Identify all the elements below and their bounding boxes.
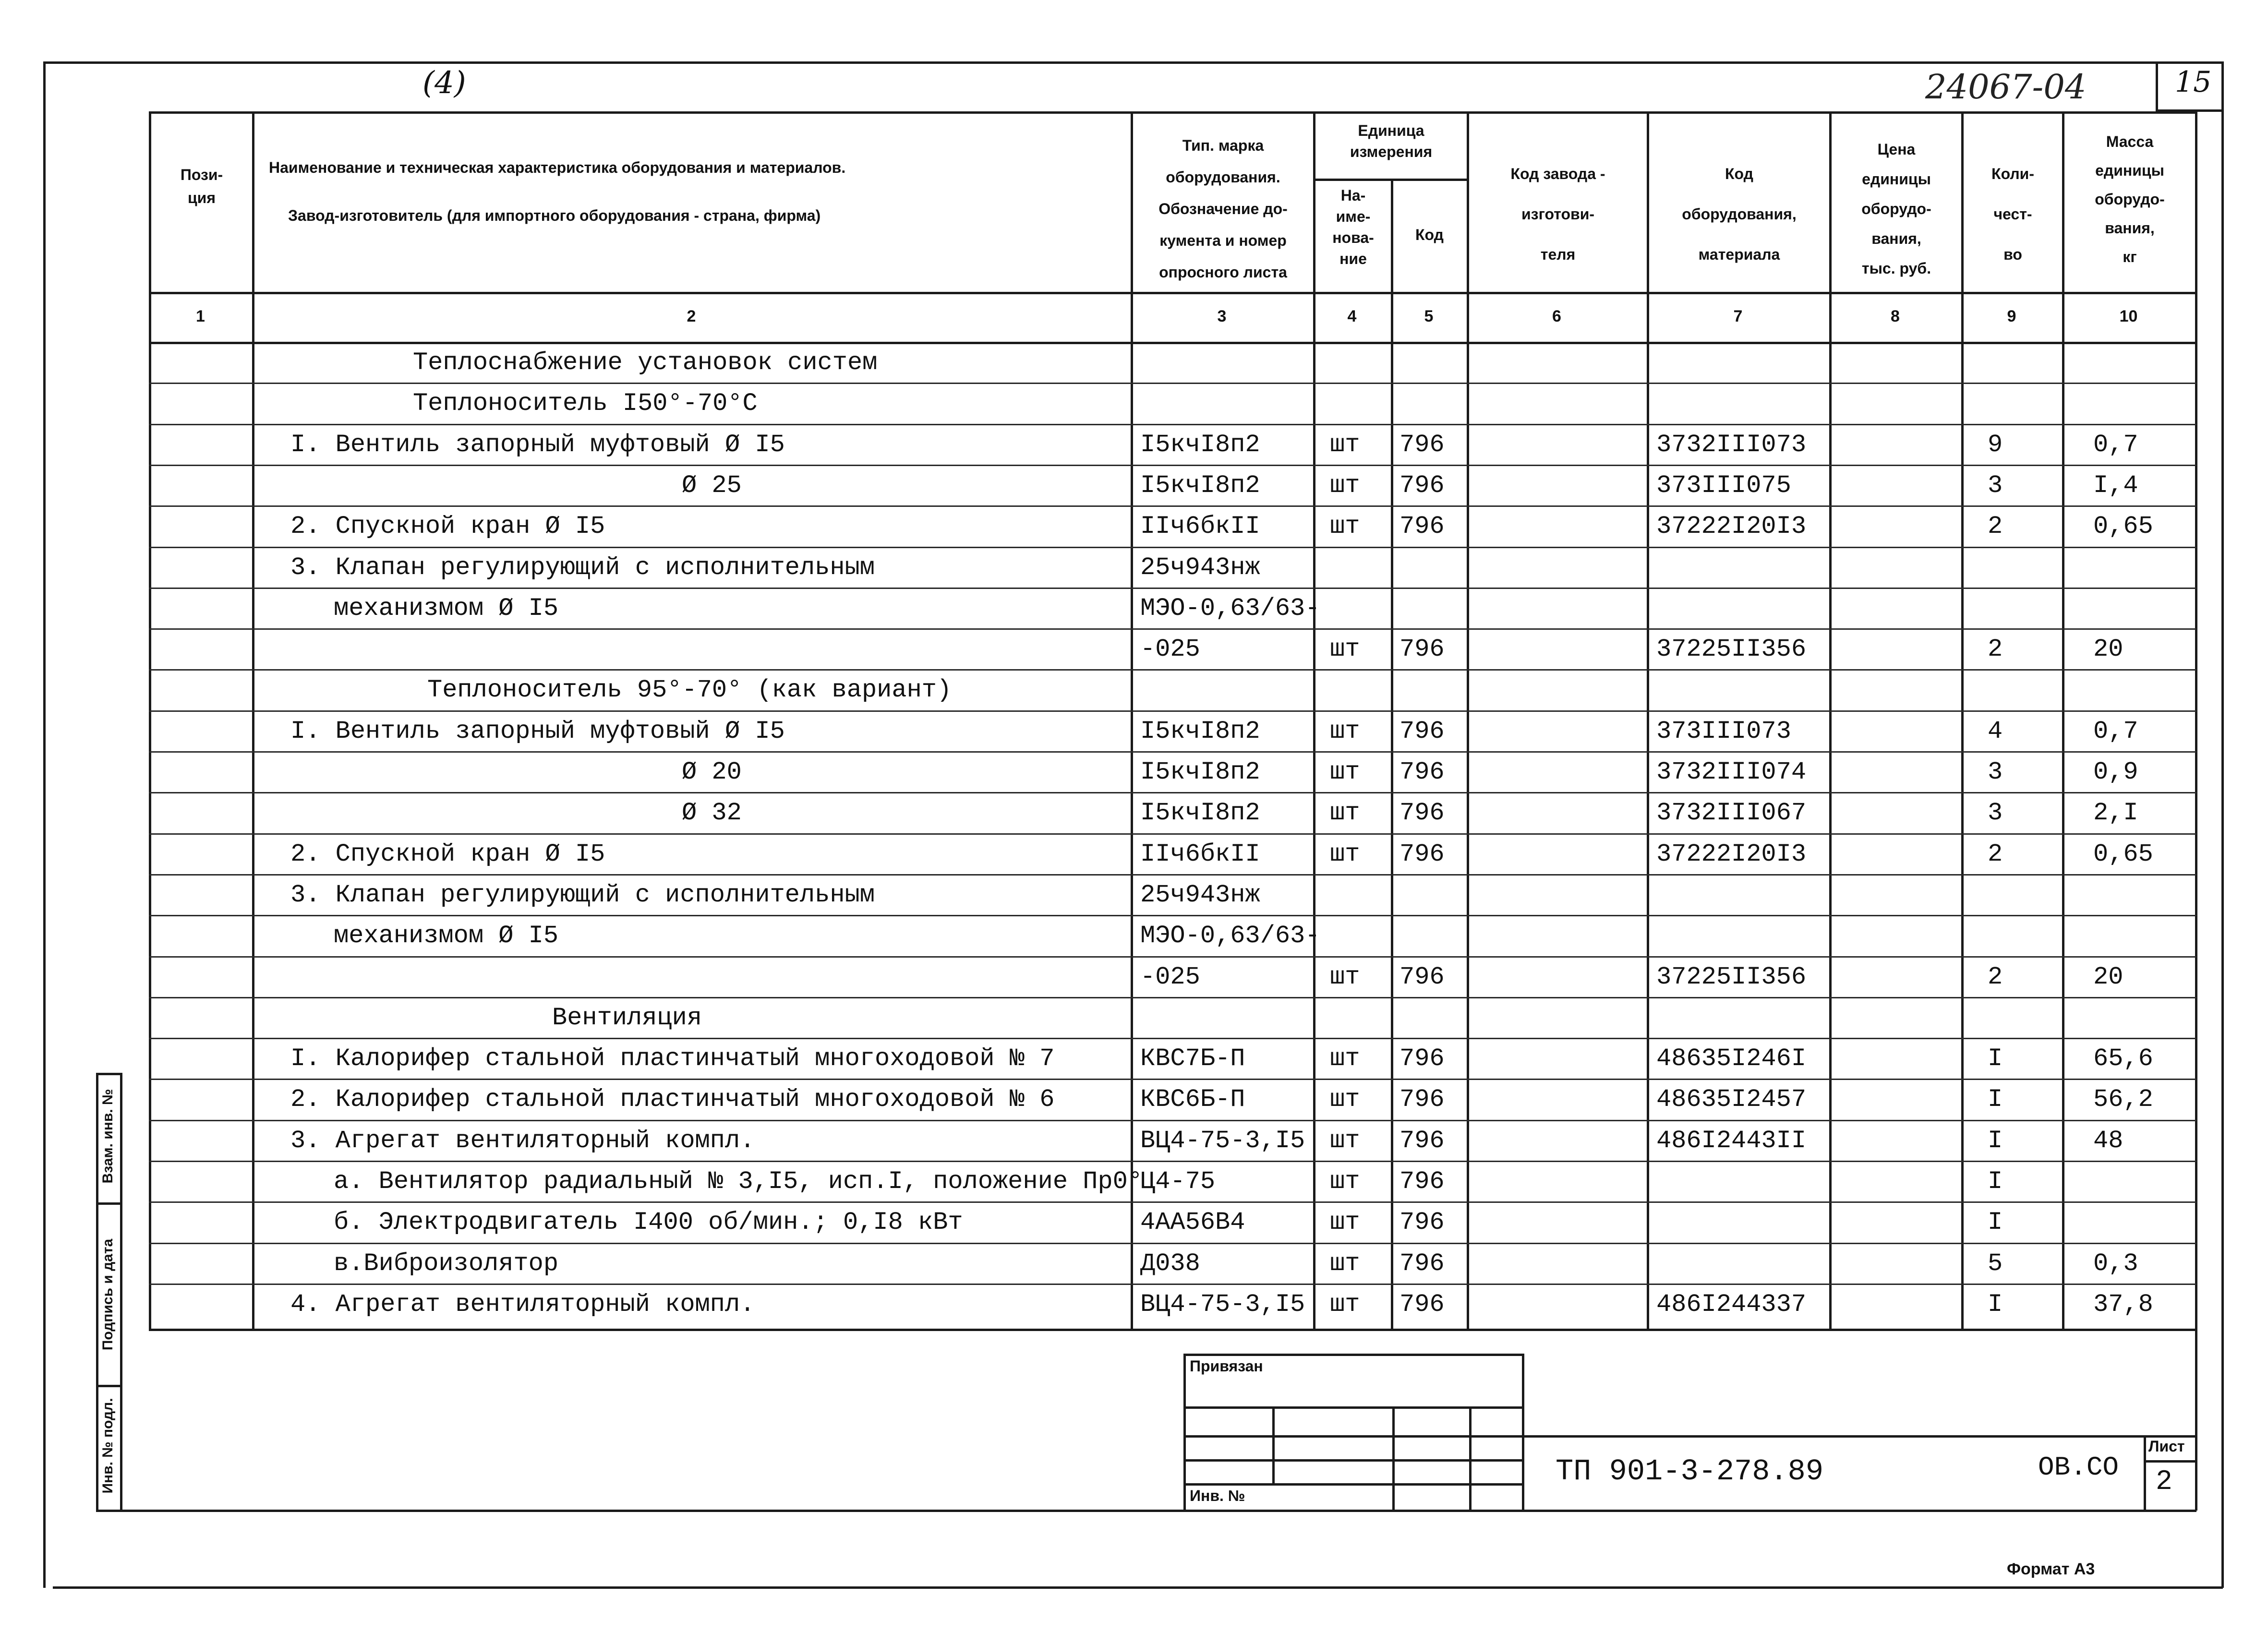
row-22-unit: шт — [1330, 1249, 1360, 1278]
row-23-unit: шт — [1330, 1290, 1360, 1319]
header-equipment-code: Код оборудования, материала — [1682, 165, 1797, 263]
col-line-8 — [1961, 111, 1964, 1331]
col-line-2 — [1131, 111, 1133, 1331]
row-21-name: б. Электродвигатель I400 об/мин.; 0,I8 кВт — [334, 1208, 963, 1237]
row-23-eqcode: 486I244337 — [1656, 1290, 1807, 1319]
privyazan-row1 — [1183, 1406, 1524, 1409]
row-5-type: 25ч943нж — [1140, 553, 1260, 582]
sheet-box-divider — [2156, 61, 2158, 109]
privyazan-top — [1183, 1354, 1524, 1356]
row-7-eqcode: 37225II356 — [1656, 635, 1807, 664]
privyazan-col3 — [1469, 1406, 1472, 1510]
unit-group-divider — [1313, 179, 1469, 181]
col-line-3 — [1313, 111, 1315, 1331]
frame-right — [2221, 61, 2224, 1588]
row-21-type: 4АА56В4 — [1140, 1208, 1245, 1237]
row-10-mass: 0,9 — [2093, 758, 2138, 786]
privyazan-col2 — [1392, 1406, 1395, 1510]
row-8-name: Теплоноситель 95°-70° (как вариант) — [427, 676, 952, 705]
row-3-type: I5кчI8п2 — [1140, 471, 1260, 500]
side-stamp-podpis: Подпись и дата — [100, 1238, 116, 1351]
title-top — [1522, 1435, 2196, 1438]
row-22-qty: 5 — [1988, 1249, 2003, 1278]
row-divider — [149, 628, 2196, 630]
rows-end-line — [149, 1329, 2196, 1331]
row-9-code: 796 — [1399, 717, 1445, 745]
row-11-eqcode: 3732III067 — [1656, 799, 1807, 828]
row-9-type: I5кчI8п2 — [1140, 717, 1260, 745]
colnum-6: 6 — [1552, 307, 1561, 325]
list-label: Лист — [2148, 1438, 2185, 1455]
side-stamp-right — [120, 1073, 122, 1510]
privyazan-row2 — [1183, 1435, 1524, 1438]
col-line-7 — [1829, 111, 1832, 1331]
row-17-eqcode: 48635I246I — [1656, 1044, 1807, 1073]
row-2-name: I. Вентиль запорный муфтовый Ø I5 — [290, 430, 785, 459]
row-16-name: Вентиляция — [552, 1003, 702, 1032]
row-divider — [149, 956, 2196, 958]
header-mass: Масса единицы оборудо- вания, кг — [2095, 133, 2165, 265]
list-number: 2 — [2156, 1466, 2172, 1498]
row-12-name: 2. Спускной кран Ø I5 — [290, 840, 605, 868]
row-6-type: МЭО-0,63/63- — [1140, 594, 1320, 623]
row-divider — [149, 383, 2196, 384]
row-divider — [149, 588, 2196, 589]
row-20-name: а. Вентилятор радиальный № 3,I5, исп.I, положение Пр0° — [334, 1167, 1143, 1196]
row-17-type: КВС7Б-П — [1140, 1044, 1245, 1073]
row-22-name: в.Виброизолятор — [334, 1249, 559, 1278]
section-code: ОВ.СО — [2038, 1452, 2119, 1483]
col-line-1 — [252, 111, 254, 1331]
row-divider — [149, 1201, 2196, 1203]
row-divider — [149, 710, 2196, 712]
row-divider — [149, 792, 2196, 793]
row-19-unit: шт — [1330, 1126, 1360, 1155]
side-stamp-inv-podl: Инв. № подл. — [100, 1398, 116, 1494]
row-12-mass: 0,65 — [2093, 840, 2153, 868]
header-type: Тип. марка оборудования. Обозначение до- кумента и номер опросного листа — [1158, 137, 1288, 281]
row-divider — [149, 424, 2196, 425]
row-3-eqcode: 373III075 — [1656, 471, 1791, 500]
table-bottom — [149, 1510, 2196, 1512]
header-unit-code: Код — [1415, 226, 1444, 243]
col-line-9 — [2062, 111, 2064, 1331]
privyazan-left — [1183, 1354, 1186, 1512]
row-13-name: 3. Клапан регулирующий с исполнительным — [290, 880, 875, 909]
row-2-type: I5кчI8п2 — [1140, 430, 1260, 459]
doc-code: ТП 901-3-278.89 — [1556, 1454, 1824, 1488]
row-13-type: 25ч943нж — [1140, 880, 1260, 909]
row-17-qty: I — [1988, 1044, 2003, 1073]
row-11-mass: 2,I — [2093, 799, 2138, 828]
row-17-name: I. Калорифер стальной пластинчатый многоходовой № 7 — [290, 1044, 1055, 1073]
row-4-unit: шт — [1330, 512, 1360, 541]
row-23-code: 796 — [1399, 1290, 1445, 1319]
row-18-code: 796 — [1399, 1085, 1445, 1114]
row-18-type: КВС6Б-П — [1140, 1085, 1245, 1114]
row-15-unit: шт — [1330, 962, 1360, 991]
row-17-code: 796 — [1399, 1044, 1445, 1073]
format-label: Формат А3 — [2007, 1560, 2095, 1578]
header-price: Цена единицы оборудо- вания, тыс. руб. — [1861, 141, 1931, 277]
colnum-8: 8 — [1891, 307, 1900, 325]
row-12-eqcode: 37222I20I3 — [1656, 840, 1807, 868]
colnum-10: 10 — [2119, 307, 2138, 325]
privyazan-row3 — [1183, 1459, 1524, 1462]
row-9-eqcode: 373III073 — [1656, 717, 1791, 745]
row-7-type: -025 — [1140, 635, 1200, 664]
row-9-name: I. Вентиль запорный муфтовый Ø I5 — [290, 717, 785, 745]
col-line-6 — [1647, 111, 1649, 1331]
row-7-mass: 20 — [2093, 635, 2123, 664]
row-divider — [149, 874, 2196, 876]
row-divider — [149, 1284, 2196, 1285]
row-divider — [149, 1120, 2196, 1121]
row-3-code: 796 — [1399, 471, 1445, 500]
row-11-type: I5кчI8п2 — [1140, 799, 1260, 828]
col-line-5 — [1467, 111, 1469, 1331]
privyazan-col1 — [1272, 1406, 1275, 1483]
row-divider — [149, 1243, 2196, 1244]
row-19-name: 3. Агрегат вентиляторный компл. — [290, 1126, 755, 1155]
row-2-code: 796 — [1399, 430, 1445, 459]
doc-number-handwritten: 24067-04 — [1925, 67, 2087, 107]
row-15-mass: 20 — [2093, 962, 2123, 991]
colnum-3: 3 — [1217, 307, 1227, 325]
row-divider — [149, 833, 2196, 835]
frame-top — [43, 61, 2223, 64]
colnum-9: 9 — [2007, 307, 2016, 325]
row-20-code: 796 — [1399, 1167, 1445, 1196]
row-9-qty: 4 — [1988, 717, 2003, 745]
colnum-5: 5 — [1424, 307, 1434, 325]
table-top — [149, 111, 2196, 114]
row-18-name: 2. Калорифер стальной пластинчатый многоходовой № 6 — [290, 1085, 1055, 1114]
side-stamp-vzam: Взам. инв. № — [100, 1089, 116, 1184]
row-22-code: 796 — [1399, 1249, 1445, 1278]
row-19-mass: 48 — [2093, 1126, 2123, 1155]
col-line-0 — [149, 111, 151, 1331]
row-21-qty: I — [1988, 1208, 2003, 1237]
header-position: Пози- ция — [180, 166, 223, 206]
row-12-type: IIч6бкII — [1140, 840, 1260, 868]
row-divider — [149, 751, 2196, 753]
row-10-name: Ø 20 — [682, 758, 742, 786]
col-line-4 — [1391, 179, 1393, 1331]
row-7-unit: шт — [1330, 635, 1360, 664]
header-unit-name: На- име- нова- ние — [1332, 187, 1374, 267]
row-15-type: -025 — [1140, 962, 1200, 991]
row-9-mass: 0,7 — [2093, 717, 2138, 745]
row-4-name: 2. Спускной кран Ø I5 — [290, 512, 605, 541]
row-14-name: механизмом Ø I5 — [334, 922, 559, 950]
row-15-qty: 2 — [1988, 962, 2003, 991]
row-1-name: Теплоноситель I50°-70°С — [413, 389, 758, 418]
row-21-unit: шт — [1330, 1208, 1360, 1237]
row-3-qty: 3 — [1988, 471, 2003, 500]
row-12-code: 796 — [1399, 840, 1445, 868]
colnum-divider — [149, 342, 2196, 344]
sheet-number-handwritten: 15 — [2175, 65, 2212, 99]
row-15-code: 796 — [1399, 962, 1445, 991]
row-4-type: IIч6бкII — [1140, 512, 1260, 541]
colnum-7: 7 — [1733, 307, 1743, 325]
row-4-code: 796 — [1399, 512, 1445, 541]
privyazan-label: Привязан — [1190, 1357, 1263, 1375]
row-divider — [149, 1038, 2196, 1039]
row-divider — [149, 505, 2196, 507]
row-divider — [149, 669, 2196, 671]
header-name-line1: Наименование и техническая характеристика оборудования и материалов. — [269, 159, 846, 176]
colnum-4: 4 — [1347, 307, 1357, 325]
row-14-type: МЭО-0,63/63- — [1140, 922, 1320, 950]
row-4-qty: 2 — [1988, 512, 2003, 541]
header-unit-group: Единица измерения — [1350, 122, 1433, 160]
row-22-type: Д038 — [1140, 1249, 1200, 1278]
row-divider — [149, 915, 2196, 916]
row-divider — [149, 1161, 2196, 1162]
header-name-line2: Завод-изготовитель (для импортного оборудования - страна, фирма) — [288, 207, 821, 224]
row-18-eqcode: 48635I2457 — [1656, 1085, 1807, 1114]
header-factory-code: Код завода - изготови- теля — [1510, 165, 1605, 263]
row-divider — [149, 997, 2196, 998]
row-7-code: 796 — [1399, 635, 1445, 664]
row-12-unit: шт — [1330, 840, 1360, 868]
row-23-mass: 37,8 — [2093, 1290, 2153, 1319]
row-2-eqcode: 3732III073 — [1656, 430, 1807, 459]
row-3-name: Ø 25 — [682, 471, 742, 500]
row-19-type: ВЦ4-75-3,I5 — [1140, 1126, 1305, 1155]
row-11-name: Ø 32 — [682, 799, 742, 828]
row-23-type: ВЦ4-75-3,I5 — [1140, 1290, 1305, 1319]
row-4-mass: 0,65 — [2093, 512, 2153, 541]
colnum-2: 2 — [687, 307, 696, 325]
row-10-eqcode: 3732III074 — [1656, 758, 1807, 786]
row-23-name: 4. Агрегат вентиляторный компл. — [290, 1290, 755, 1319]
row-11-code: 796 — [1399, 799, 1445, 828]
row-10-qty: 3 — [1988, 758, 2003, 786]
privyazan-row4 — [1183, 1483, 1524, 1486]
row-17-mass: 65,6 — [2093, 1044, 2153, 1073]
row-19-code: 796 — [1399, 1126, 1445, 1155]
row-5-name: 3. Клапан регулирующий с исполнительным — [290, 553, 875, 582]
row-18-mass: 56,2 — [2093, 1085, 2153, 1114]
row-6-name: механизмом Ø I5 — [334, 594, 559, 623]
row-17-unit: шт — [1330, 1044, 1360, 1073]
sheet-mark: (4) — [422, 65, 466, 101]
row-9-unit: шт — [1330, 717, 1360, 745]
row-2-unit: шт — [1330, 430, 1360, 459]
row-0-name: Теплоснабжение установок систем — [413, 348, 878, 377]
row-20-type: Ц4-75 — [1140, 1167, 1216, 1196]
header-divider — [149, 292, 2196, 294]
row-divider — [149, 465, 2196, 466]
privyazan-right — [1522, 1354, 1524, 1512]
header-quantity: Коли- чест- во — [1991, 165, 2034, 263]
row-divider — [149, 547, 2196, 548]
row-19-qty: I — [1988, 1126, 2003, 1155]
row-12-qty: 2 — [1988, 840, 2003, 868]
col-line-10 — [2195, 111, 2197, 1511]
row-10-type: I5кчI8п2 — [1140, 758, 1260, 786]
inv-no-label: Инв. № — [1190, 1487, 1245, 1504]
row-10-unit: шт — [1330, 758, 1360, 786]
row-divider — [149, 1079, 2196, 1080]
row-15-eqcode: 37225II356 — [1656, 962, 1807, 991]
row-2-qty: 9 — [1988, 430, 2003, 459]
row-2-mass: 0,7 — [2093, 430, 2138, 459]
row-23-qty: I — [1988, 1290, 2003, 1319]
row-18-unit: шт — [1330, 1085, 1360, 1114]
colnum-1: 1 — [196, 307, 205, 325]
list-box-left — [2144, 1435, 2146, 1510]
row-3-mass: I,4 — [2093, 471, 2138, 500]
row-11-unit: шт — [1330, 799, 1360, 828]
side-stamp-left — [96, 1073, 98, 1510]
row-21-code: 796 — [1399, 1208, 1445, 1237]
row-11-qty: 3 — [1988, 799, 2003, 828]
row-10-code: 796 — [1399, 758, 1445, 786]
row-20-qty: I — [1988, 1167, 2003, 1196]
row-3-unit: шт — [1330, 471, 1360, 500]
frame-left — [43, 61, 46, 1588]
row-4-eqcode: 37222I20I3 — [1656, 512, 1807, 541]
row-20-unit: шт — [1330, 1167, 1360, 1196]
row-19-eqcode: 486I2443II — [1656, 1126, 1807, 1155]
row-7-qty: 2 — [1988, 635, 2003, 664]
row-18-qty: I — [1988, 1085, 2003, 1114]
row-22-mass: 0,3 — [2093, 1249, 2138, 1278]
list-box-mid — [2144, 1460, 2196, 1463]
frame-bottom — [53, 1586, 2223, 1589]
